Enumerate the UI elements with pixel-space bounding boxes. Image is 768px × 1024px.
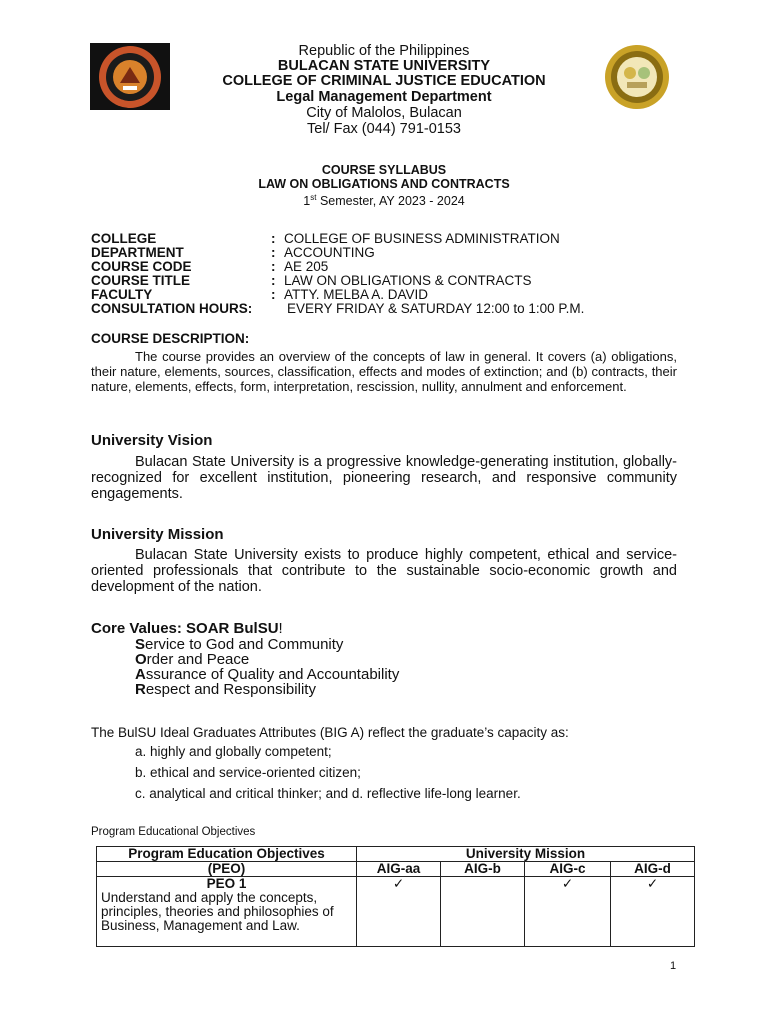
course-description-heading: COURSE DESCRIPTION: — [91, 331, 250, 346]
header-university: BULACAN STATE UNIVERSITY — [277, 58, 491, 74]
core-values-heading — [91, 620, 283, 637]
peo-column-header: AIG-c — [525, 862, 611, 877]
peo-column-header: AIG-aa — [357, 862, 441, 877]
mission-heading: University Mission — [91, 526, 224, 543]
info-value: LAW ON OBLIGATIONS & CONTRACTS — [284, 273, 532, 288]
vision-body: Bulacan State University is a progressive knowledge-generating institution, globally-recognized for excellent institution, pioneering research, and responsive community engagements. — [91, 454, 677, 502]
core-value-rest: ervice to God and Community — [145, 636, 344, 653]
header-telfax: Tel/ Fax (044) 791-0153 — [307, 121, 461, 137]
info-key: COURSE CODE — [91, 259, 192, 274]
core-value-item — [135, 667, 399, 682]
header-department: Legal Management Department — [276, 89, 492, 105]
check-icon: ✓ — [611, 877, 695, 947]
core-value-rest: espect and Responsibility — [145, 681, 316, 698]
core-value-item — [135, 652, 249, 667]
peo-cell — [97, 877, 357, 947]
peo-header-left: Program Education Objectives — [97, 847, 357, 862]
core-value-initial: S — [135, 636, 146, 653]
course-title-heading: LAW ON OBLIGATIONS AND CONTRACTS — [258, 177, 510, 191]
info-colon: : — [271, 273, 276, 288]
info-value: COLLEGE OF BUSINESS ADMINISTRATION — [284, 231, 560, 246]
info-value: EVERY FRIDAY & SATURDAY 12:00 to 1:00 P.M. — [287, 301, 585, 316]
core-value-initial: R — [135, 681, 146, 698]
empty-check-cell — [441, 877, 525, 947]
info-colon: : — [271, 287, 276, 302]
header-college: COLLEGE OF CRIMINAL JUSTICE EDUCATION — [222, 73, 546, 89]
semester-number: 1 — [303, 194, 311, 209]
core-value-initial: A — [135, 666, 146, 683]
mission-body: Bulacan State University exists to produce highly competent, ethical and service-oriented professionals that contribute to the sustainable socio-economic growth and development of the nation. — [91, 547, 677, 595]
semester-text: Semester, AY 2023 - 2024 — [316, 194, 465, 209]
big-a-item: b. ethical and service-oriented citizen; — [135, 765, 361, 780]
info-colon: : — [271, 245, 276, 260]
peo-header-mission: University Mission — [357, 847, 695, 862]
core-value-item — [135, 637, 343, 652]
peo-header-left-sub: (PEO) — [97, 862, 357, 877]
core-value-rest: ssurance of Quality and Accountability — [145, 666, 400, 683]
info-key: FACULTY — [91, 287, 153, 302]
core-value-initial: O — [135, 651, 147, 668]
peo-column-header: AIG-d — [611, 862, 695, 877]
core-value-rest: rder and Peace — [146, 651, 250, 668]
info-key: COURSE TITLE — [91, 273, 191, 288]
big-a-intro: The BulSU Ideal Graduates Attributes (BIG A) reflect the graduate’s capacity as: — [91, 725, 569, 740]
core-values-mark: ! — [278, 620, 283, 637]
header-city: City of Malolos, Bulacan — [306, 105, 462, 121]
peo-description: Understand and apply the concepts, principles, theories and philosophies of Business, Management and Law. — [101, 890, 334, 933]
header-republic: Republic of the Philippines — [298, 43, 470, 59]
info-key: DEPARTMENT — [91, 245, 184, 260]
core-values-title: Core Values: SOAR BulSU — [91, 620, 279, 637]
table-row — [97, 877, 695, 947]
info-value: ACCOUNTING — [284, 245, 375, 260]
syllabus-title: COURSE SYLLABUS — [321, 163, 447, 177]
peo-subheader-row — [97, 862, 695, 877]
info-value: AE 205 — [284, 259, 329, 274]
page-number: 1 — [670, 960, 677, 972]
info-colon: : — [271, 259, 276, 274]
peo-header-row — [97, 847, 695, 862]
peo-table — [96, 846, 695, 947]
peo-label: PEO 1 — [206, 876, 247, 891]
mission-text — [91, 547, 677, 595]
course-description-body: The course provides an overview of the concepts of law in general. It covers (a) obligations, their nature, elements, sources, classification, effects and modes of extinction; and (b) contracts, their nature, elements, effects, form, interpretation, rescission, nullity, annulment and enforcement. — [91, 349, 677, 394]
big-a-item: a. highly and globally competent; — [135, 744, 332, 759]
big-a-item: c. analytical and critical thinker; and d. reflective life-long learner. — [135, 786, 521, 801]
check-icon: ✓ — [357, 877, 441, 947]
info-key: CONSULTATION HOURS: — [91, 301, 253, 316]
check-icon: ✓ — [525, 877, 611, 947]
vision-text — [91, 454, 677, 502]
semester-superscript: st — [310, 193, 317, 202]
semester-line — [0, 191, 768, 208]
vision-heading: University Vision — [91, 432, 213, 449]
info-key: COLLEGE — [91, 231, 157, 246]
course-description-text — [91, 349, 677, 394]
info-value: ATTY. MELBA A. DAVID — [284, 287, 429, 302]
peo-caption: Program Educational Objectives — [91, 826, 256, 838]
core-value-item — [135, 682, 316, 697]
peo-column-header: AIG-b — [441, 862, 525, 877]
info-colon: : — [271, 231, 276, 246]
